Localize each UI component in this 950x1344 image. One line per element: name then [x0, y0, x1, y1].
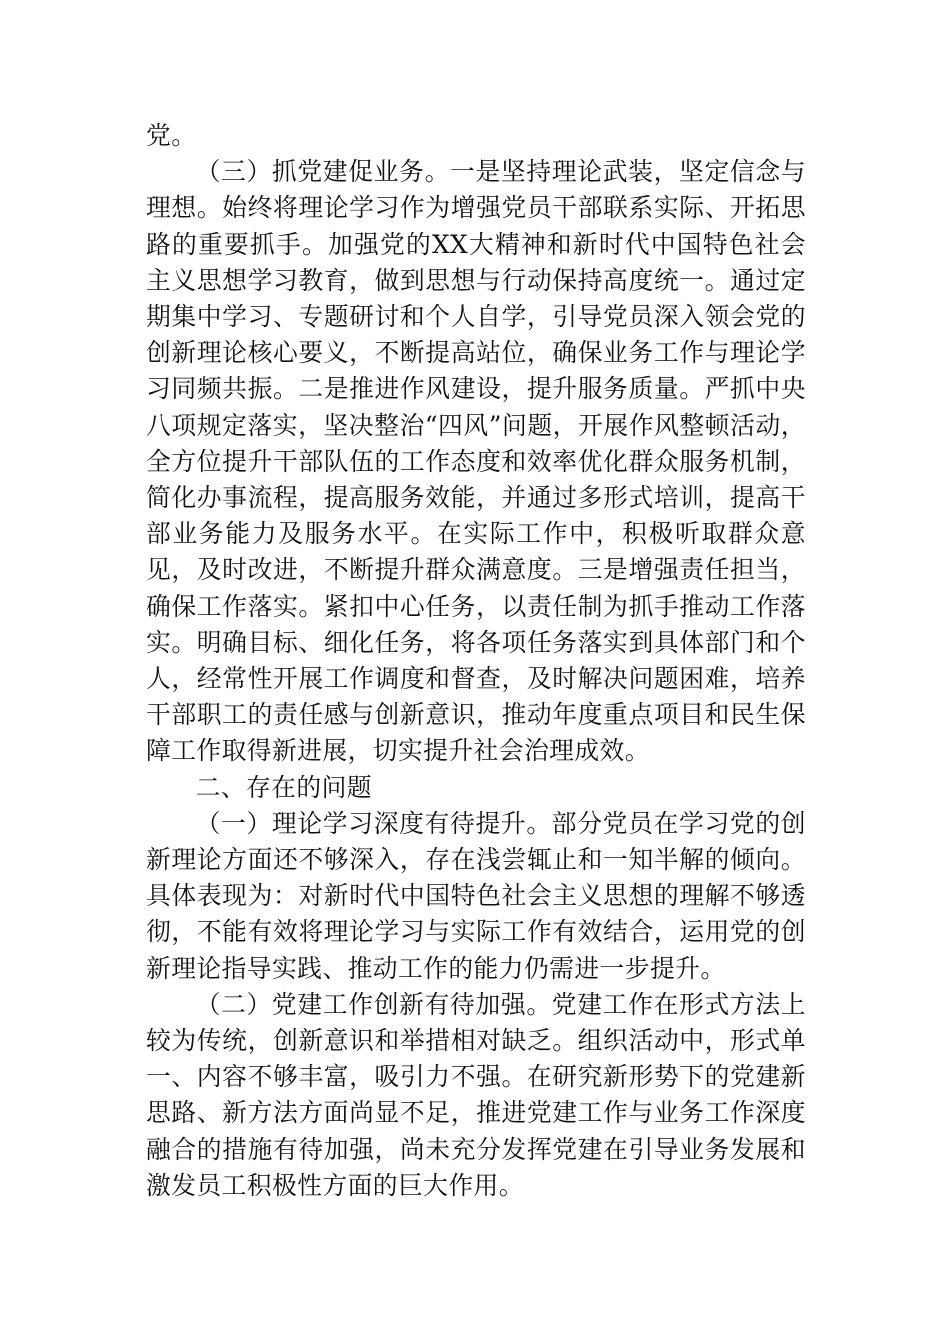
section-2-item-2-body: 党建工作在形式方法上较为传统，创新意识和举措相对缺乏。组织活动中，形式单一、内容不够丰富，吸引力不强。在研究新形势下的党建新思路、新方法方面尚显不足，推进党建工作与业务工作深度融合的措施有待加强，尚未充分发挥党建在引导业务发展和激发员工积极性方面的巨大作用。: [146, 989, 806, 1200]
section-2-item-1-body: 部分党员在学习党的创新理论方面还不够深入，存在浅尝辄止和一知半解的倾向。具体表现为：对新时代中国特色社会主义思想的理解不够透彻，不能有效将理论学习与实际工作有效结合，运用党的创新理论指导实践、推动工作的能力仍需进一步提升。: [146, 808, 806, 983]
document-page: [146, 118, 806, 1204]
paragraph-section-2-item-2: [146, 987, 806, 1204]
section-2-item-1-heading: （一）理论学习深度有待提升。: [195, 808, 552, 838]
paragraph-section-1-3: [146, 154, 806, 769]
intro-tail-text: 党。: [146, 121, 197, 150]
section-2-title: 二、存在的问题: [195, 772, 372, 802]
section-1-3-heading: （三）抓党建促业务。: [195, 157, 451, 187]
paragraph-intro-tail: [146, 118, 806, 154]
section-2-item-2-heading: （二）党建工作创新有待加强。: [195, 989, 552, 1019]
paragraph-section-2-item-1: [146, 806, 806, 987]
section-1-3-body: 一是坚持理论武装，坚定信念与理想。始终将理论学习作为增强党员干部联系实际、开拓思路的重要抓手。加强党的XX大精神和新时代中国特色社会主义思想学习教育，做到思想与行动保持高度统一。通过定期集中学习、专题研讨和个人自学，引导党员深入领会党的创新理论核心要义，不断提高站位，确保业务工作与理论学习同频共振。二是推进作风建设，提升服务质量。严抓中央八项规定落实，坚决整治“四风”问题，开展作风整顿活动，全方位提升干部队伍的工作态度和效率优化群众服务机制，简化办事流程，提高服务效能，并通过多形式培训，提高干部业务能力及服务水平。在实际工作中，积极听取群众意见，及时改进，不断提升群众满意度。三是增强责任担当，确保工作落实。紧扣中心任务，以责任制为抓手推动工作落实。明确目标、细化任务，将各项任务落实到具体部门和个人，经常性开展工作调度和督查，及时解决问题困难，培养干部职工的责任感与创新意识，推动年度重点项目和民生保障工作取得新进展，切实提升社会治理成效。: [146, 157, 806, 766]
